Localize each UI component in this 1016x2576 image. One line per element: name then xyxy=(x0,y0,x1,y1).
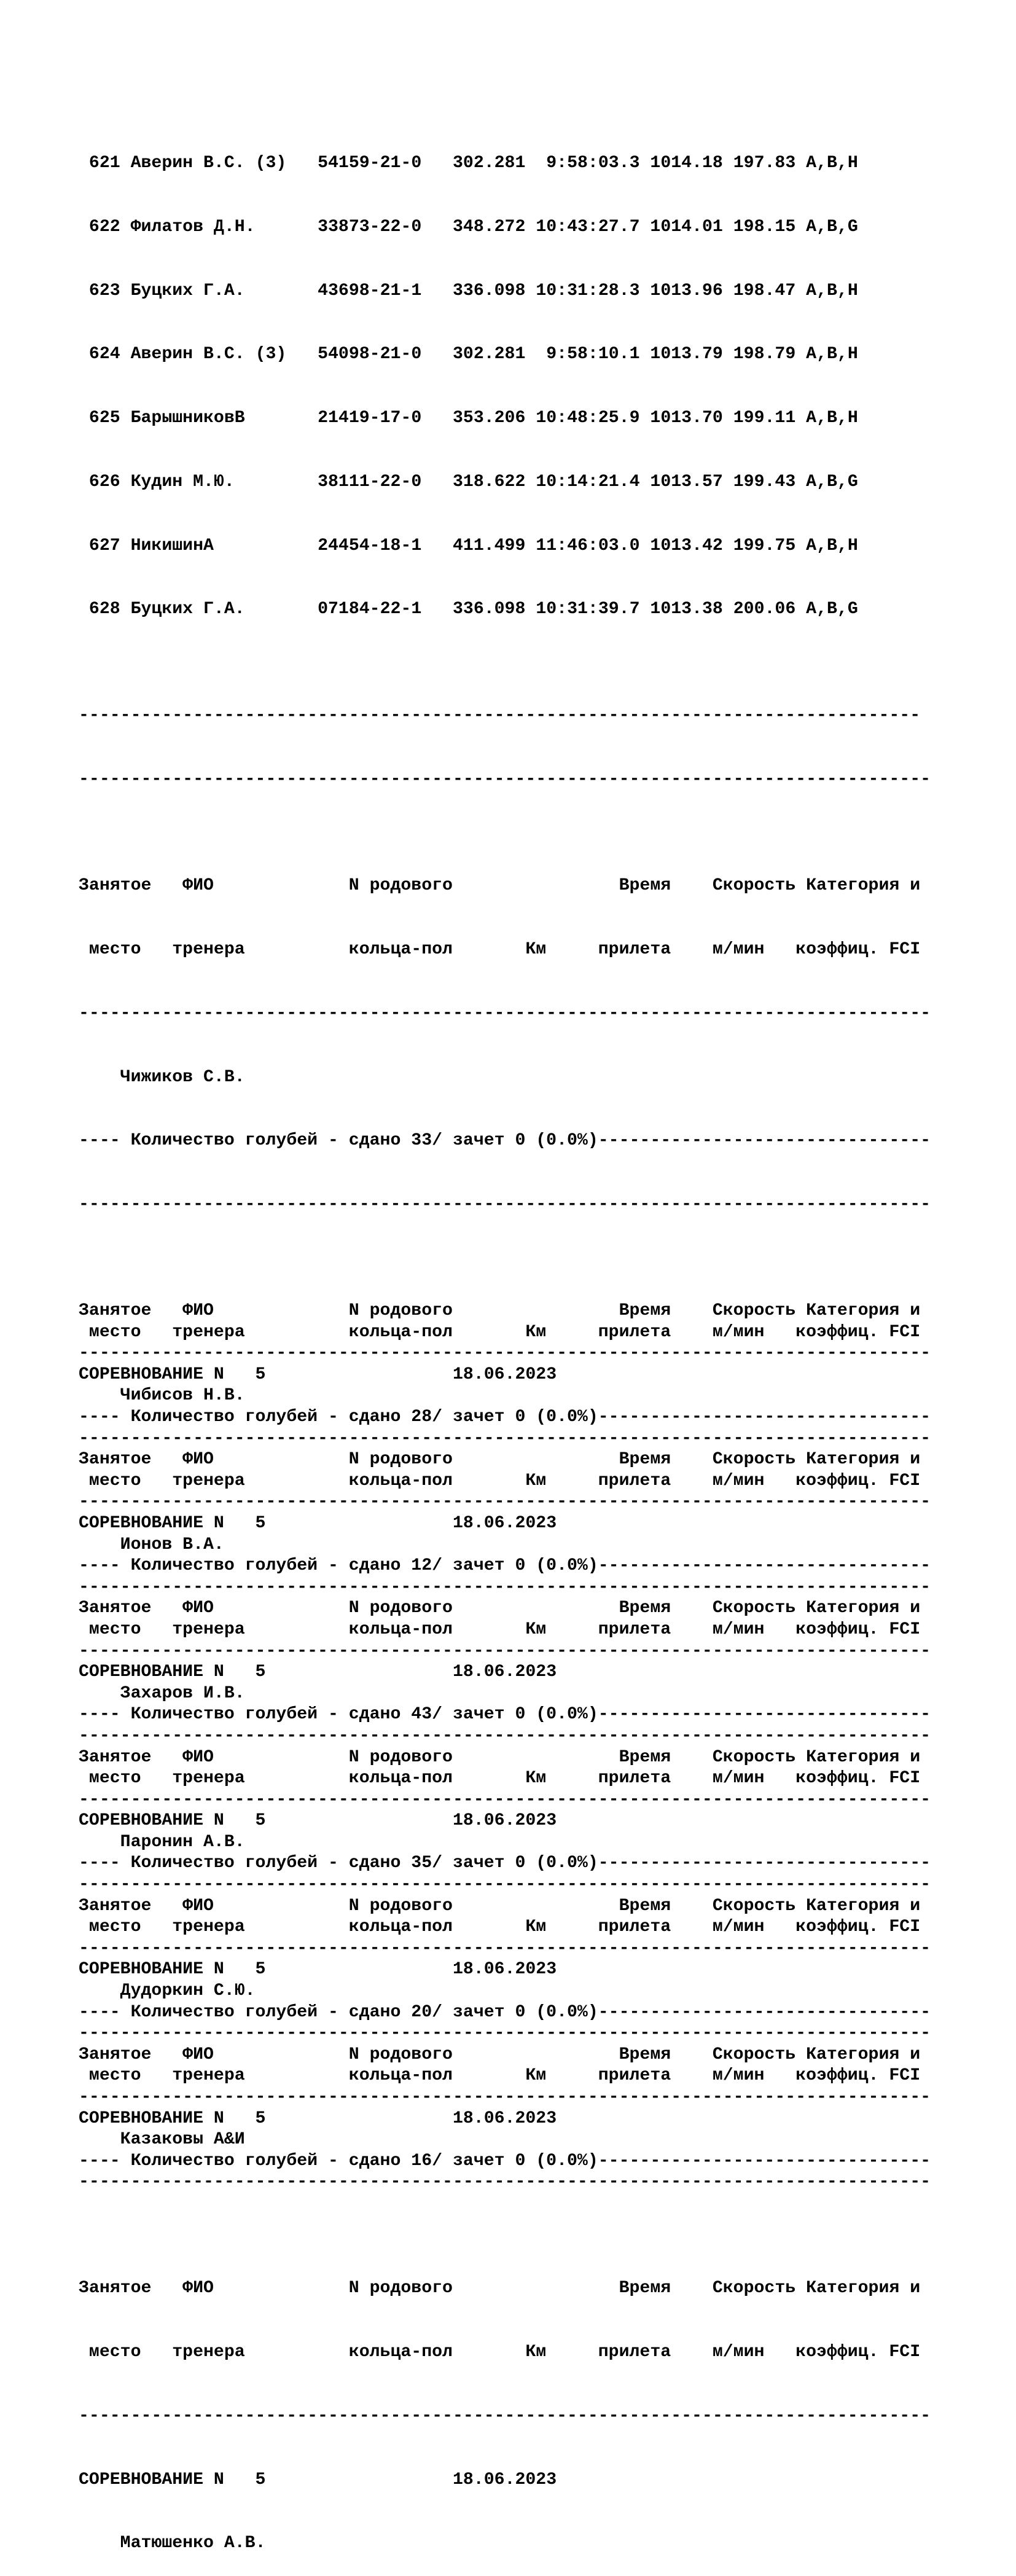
divider: ---------------------------------------------------------------------------------- xyxy=(79,2172,931,2192)
column-header: место тренера кольца-пол Км прилета м/мин коэффиц. FCI xyxy=(79,2343,921,2362)
count-line: ---- Количество голубей - сдано 20/ зачет 0 (0.0%)-------------------------------- xyxy=(79,2002,931,2022)
competition-label: СОРЕВНОВАНИЕ N 5 xyxy=(79,2108,266,2128)
divider: ---------------------------------------------------------------------------------- xyxy=(79,1641,931,1661)
divider: ---------------------------------------------------------------------------------- xyxy=(79,1428,931,1448)
trainer-name: Матюшенко А.В. xyxy=(120,2534,266,2553)
trainer-blocks xyxy=(79,1301,931,2193)
divider: ---------------------------------------------------------------------------------- xyxy=(79,1875,931,1895)
trainer-label: Казаковы А&И xyxy=(120,2130,245,2150)
competition-date: 18.06.2023 xyxy=(452,1364,557,1384)
count-line: ---- Количество голубей - сдано 43/ зачет 0 (0.0%)-------------------------------- xyxy=(79,1705,931,1725)
column-header: место тренера кольца-пол Км прилета м/мин коэффиц. FCI xyxy=(79,1917,921,1937)
column-header: Занятое ФИО N родового Время Скорость Категория и xyxy=(79,1896,921,1916)
column-header: Занятое ФИО N родового Время Скорость Категория и xyxy=(79,2279,921,2298)
column-header: Занятое ФИО N родового Время Скорость Категория и xyxy=(79,1450,921,1470)
divider: ---------------------------------------------------------------------------------- xyxy=(79,2088,931,2107)
competition-line xyxy=(79,1513,931,1535)
divider: ---------------------------------------------------------------------------------- xyxy=(79,2024,931,2043)
column-header: место тренера кольца-пол Км прилета м/мин коэффиц. FCI xyxy=(79,939,921,959)
table-row: 628 Буцких Г.А. 07184-22-1 336.098 10:31:39.7 1013.38 200.06 A,B,G xyxy=(88,600,858,619)
trainer-name xyxy=(79,1683,931,1705)
competition-line xyxy=(79,1811,931,1832)
count-line: ---- Количество голубей - сдано 16/ зачет 0 (0.0%)-------------------------------- xyxy=(79,2151,931,2171)
column-header: место тренера кольца-пол Км прилета м/мин коэффиц. FCI xyxy=(79,1619,921,1639)
results-document xyxy=(79,47,931,2576)
trainer-name xyxy=(79,1385,931,1407)
competition-line xyxy=(79,1364,931,1386)
trainer-name: Чижиков С.В. xyxy=(120,1067,245,1087)
competition-line xyxy=(79,1959,931,1981)
divider: ---------------------------------------------------------------------------------- xyxy=(79,770,931,789)
competition-label: СОРЕВНОВАНИЕ N 5 xyxy=(79,1662,266,1682)
competition-date: 18.06.2023 xyxy=(452,1513,557,1533)
column-header: Занятое ФИО N родового Время Скорость Категория и xyxy=(79,876,921,896)
table-row: 623 Буцких Г.А. 43698-21-1 336.098 10:31:28.3 1013.96 198.47 A,B,H xyxy=(88,281,858,300)
competition-date: 18.06.2023 xyxy=(452,1960,557,1979)
count-line: ---- Количество голубей - сдано 33/ зачет 0 (0.0%)-------------------------------- xyxy=(79,1131,931,1151)
count-line: ---- Количество голубей - сдано 28/ зачет 0 (0.0%)-------------------------------- xyxy=(79,1407,931,1427)
column-header: место тренера кольца-пол Км прилета м/мин коэффиц. FCI xyxy=(79,1769,921,1788)
count-line: ---- Количество голубей - сдано 12/ зачет 0 (0.0%)-------------------------------- xyxy=(79,1556,931,1576)
trainer-name xyxy=(79,1535,931,1556)
column-header: место тренера кольца-пол Км прилета м/мин коэффиц. FCI xyxy=(79,1471,921,1490)
divider: ---------------------------------------------------------------------------------- xyxy=(79,1726,931,1745)
table-row: 622 Филатов Д.Н. 33873-22-0 348.272 10:43:27.7 1014.01 198.15 A,B,G xyxy=(88,217,858,237)
competition-date: 18.06.2023 xyxy=(452,1662,557,1682)
results-table xyxy=(79,111,931,663)
divider: ---------------------------------------------------------------------------------- xyxy=(79,1003,931,1023)
competition-line: СОРЕВНОВАНИЕ N 5 18.06.2023 xyxy=(79,2470,557,2489)
trainer-label: Паронин А.В. xyxy=(120,1832,245,1852)
column-header: Занятое ФИО N родового Время Скорость Категория и xyxy=(79,1599,921,1618)
competition-label: СОРЕВНОВАНИЕ N 5 xyxy=(79,1811,266,1831)
divider: ---------------------------------------------------------------------------------- xyxy=(79,1344,931,1363)
competition-date: 18.06.2023 xyxy=(452,2108,557,2128)
divider: ---------------------------------------------------------------------------------- xyxy=(79,1195,931,1215)
column-header: место тренера кольца-пол Км прилета м/мин коэффиц. FCI xyxy=(79,1322,921,1342)
trainer-label: Захаров И.В. xyxy=(120,1683,245,1703)
competition-line xyxy=(79,2108,931,2130)
trainer-label: Чибисов Н.В. xyxy=(120,1386,245,1406)
trainer-label: Дудоркин С.Ю. xyxy=(120,1981,256,2001)
trainer-name xyxy=(79,1981,931,2002)
trainer-name xyxy=(79,1832,931,1854)
competition-line xyxy=(79,1662,931,1683)
column-header: Занятое ФИО N родового Время Скорость Категория и xyxy=(79,1747,921,1767)
divider: ---------------------------------------------------------------------------------- xyxy=(79,1492,931,1512)
count-line: ---- Количество голубей - сдано 35/ зачет 0 (0.0%)-------------------------------- xyxy=(79,1854,931,1873)
competition-date: 18.06.2023 xyxy=(452,1811,557,1831)
table-row: 625 БарышниковВ 21419-17-0 353.206 10:48:25.9 1013.70 199.11 A,B,H xyxy=(88,409,858,428)
divider: ---------------------------------------------------------------------------------- xyxy=(79,2406,931,2425)
competition-label: СОРЕВНОВАНИЕ N 5 xyxy=(79,1513,266,1533)
divider: ---------------------------------------------------------------------------------- xyxy=(79,1938,931,1958)
divider: --------------------------------------------------------------------------------- xyxy=(79,706,921,726)
divider: ---------------------------------------------------------------------------------- xyxy=(79,1577,931,1597)
table-row: 621 Аверин В.С. (3) 54159-21-0 302.281 9:58:03.3 1014.18 197.83 A,B,H xyxy=(88,153,858,173)
trainer-label: Ионов В.А. xyxy=(120,1535,224,1554)
column-header: Занятое ФИО N родового Время Скорость Категория и xyxy=(79,2045,921,2064)
table-row: 624 Аверин В.С. (3) 54098-21-0 302.281 9:58:10.1 1013.79 198.79 A,B,H xyxy=(88,345,858,364)
competition-label: СОРЕВНОВАНИЕ N 5 xyxy=(79,1364,266,1384)
divider: ---------------------------------------------------------------------------------- xyxy=(79,1790,931,1809)
column-header: место тренера кольца-пол Км прилета м/мин коэффиц. FCI xyxy=(79,2066,921,2086)
competition-label: СОРЕВНОВАНИЕ N 5 xyxy=(79,1960,266,1979)
table-row: 626 Кудин М.Ю. 38111-22-0 318.622 10:14:21.4 1013.57 199.43 A,B,G xyxy=(88,472,858,491)
trainer-name xyxy=(79,2129,931,2151)
column-header: Занятое ФИО N родового Время Скорость Категория и xyxy=(79,1301,921,1321)
table-row: 627 НикишинА 24454-18-1 411.499 11:46:03.0 1013.42 199.75 A,B,H xyxy=(88,536,858,555)
